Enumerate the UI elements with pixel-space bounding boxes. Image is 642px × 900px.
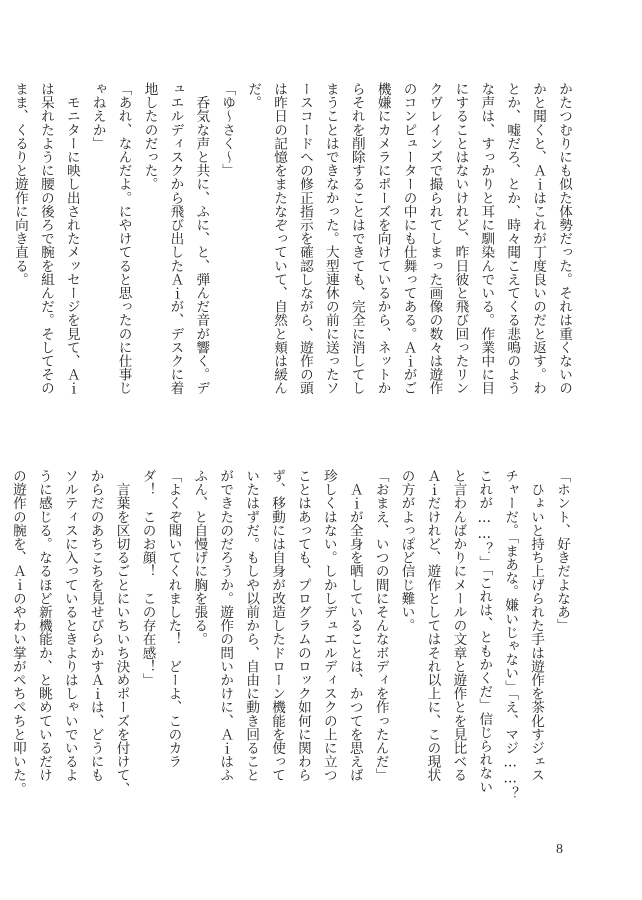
text-line: らそれを削除することはできても、完全に消してし — [348, 82, 365, 395]
text-line: うに感じる。なるほど新機能か、と眺めているだけ — [35, 469, 52, 782]
text-line: の遊作の腕を、Ａｉのやわい掌がぺちぺちと叩いた。 — [9, 469, 26, 796]
text-line: 「おまえ、いつの間にそんなボディを作ったんだ」 — [372, 469, 389, 782]
text-line: 機嫌にカメラにポーズを向けているから、ネットか — [374, 82, 391, 395]
text-line: ースコードへの修正指示を確認しながら、遊作の頭 — [296, 82, 313, 395]
text-line: 言葉を区切るごとにいちいち決めポーズを付けて、 — [113, 469, 130, 796]
text-line: だ。 — [245, 82, 262, 110]
text-line: からだのあちこちを見せびらかすＡｉは、どうにも — [87, 469, 104, 782]
text-line: と言わんばかりにメールの文章と遊作とを見比べる — [450, 469, 467, 782]
lower-text-block — [9, 469, 574, 824]
text-line: 珍しくはない。しかしデュエルディスクの上に立つ — [320, 469, 337, 782]
text-line: モニターに映し出されたメッセージを見て、Ａｉ — [63, 82, 80, 395]
text-line: 「ゆ〜さく〜」 — [219, 82, 236, 178]
text-line: ゃねえか」 — [89, 82, 106, 150]
text-line: Ａｉが全身を晒していることは、かつてを思えば — [346, 469, 363, 782]
text-line: 呑気な声と共に、ふに、と、弾んだ音が響く。デ — [193, 82, 210, 395]
text-line: これが……？」「これは、ともかくだ」信じられない — [476, 469, 493, 794]
text-line: クヴレインズで撮られてしまった画像の数々は遊作 — [426, 82, 443, 395]
text-line: まうことはできなかった。大型連休の前に送ったソ — [322, 82, 339, 395]
text-line: は昨日の記憶をまたなぞっていて、自然と頬は緩ん — [271, 82, 288, 395]
text-line: ソルティスに入っているときよりはしゃいでいるよ — [61, 469, 78, 782]
text-line: は呆れたように腰の後ろで腕を組んだ。そしてその — [37, 82, 54, 395]
text-line: ず、移動には自身が改造したドローン機能を使って — [269, 469, 286, 782]
text-line: とか、嘘だろ、とか、時々聞こえてくる悲鳴のよう — [504, 82, 521, 395]
text-line: 「よくぞ聞いてくれました！ どーよ、このカラ — [165, 469, 182, 769]
text-line: な声は、すっかりと耳に馴染んでいる。作業中に目 — [478, 82, 495, 395]
text-line: 地したのだった。 — [141, 82, 158, 191]
text-line: かと聞くと、Ａｉはこれが丁度良いのだと返す。わ — [530, 82, 547, 395]
text-line: ュエルディスクから飛び出したＡｉが、デスクに着 — [167, 82, 184, 395]
text-line: 「ホント、好きだよなあ」 — [554, 469, 570, 633]
text-line: の方がよっぽど信じ難い。 — [398, 469, 415, 633]
text-line: Ａｉだけれど、遊作としてはそれ以上に、この現状 — [424, 469, 441, 782]
text-line: にすることはないけれど、昨日彼と飛び回ったリン — [452, 82, 469, 395]
text-line: ダ！ このお顔！ この存在感！」 — [139, 469, 156, 687]
text-line: かたつむりにも似た体勢だった。それは重くないの — [556, 82, 572, 395]
text-line: 「あれ、なんだよ。にやけてると思ったのに仕事じ — [115, 82, 132, 395]
page-number: 8 — [556, 842, 563, 857]
text-line: のコンピューターの中にも仕舞ってある。Ａｉがご — [400, 82, 417, 395]
text-line: いたはずだ。もしや以前から、自由に動き回ること — [243, 469, 260, 782]
text-line: ことはあっても、プログラムのロック如何に関わら — [294, 469, 311, 782]
text-line: ひょいと持ち上げられた手は遊作を茶化すジェス — [528, 469, 545, 782]
upper-text-block — [11, 82, 576, 437]
text-line: ふん、と自慢げに胸を張る。 — [191, 469, 208, 646]
text-line: チャーだ。「まあな。嫌いじゃない」「え、マジ……？ — [502, 469, 519, 801]
text-line: ができたのだろうか。遊作の問いかけに、Ａｉはふ — [217, 469, 234, 782]
text-line: まま、くるりと遊作に向き直る。 — [11, 82, 28, 286]
